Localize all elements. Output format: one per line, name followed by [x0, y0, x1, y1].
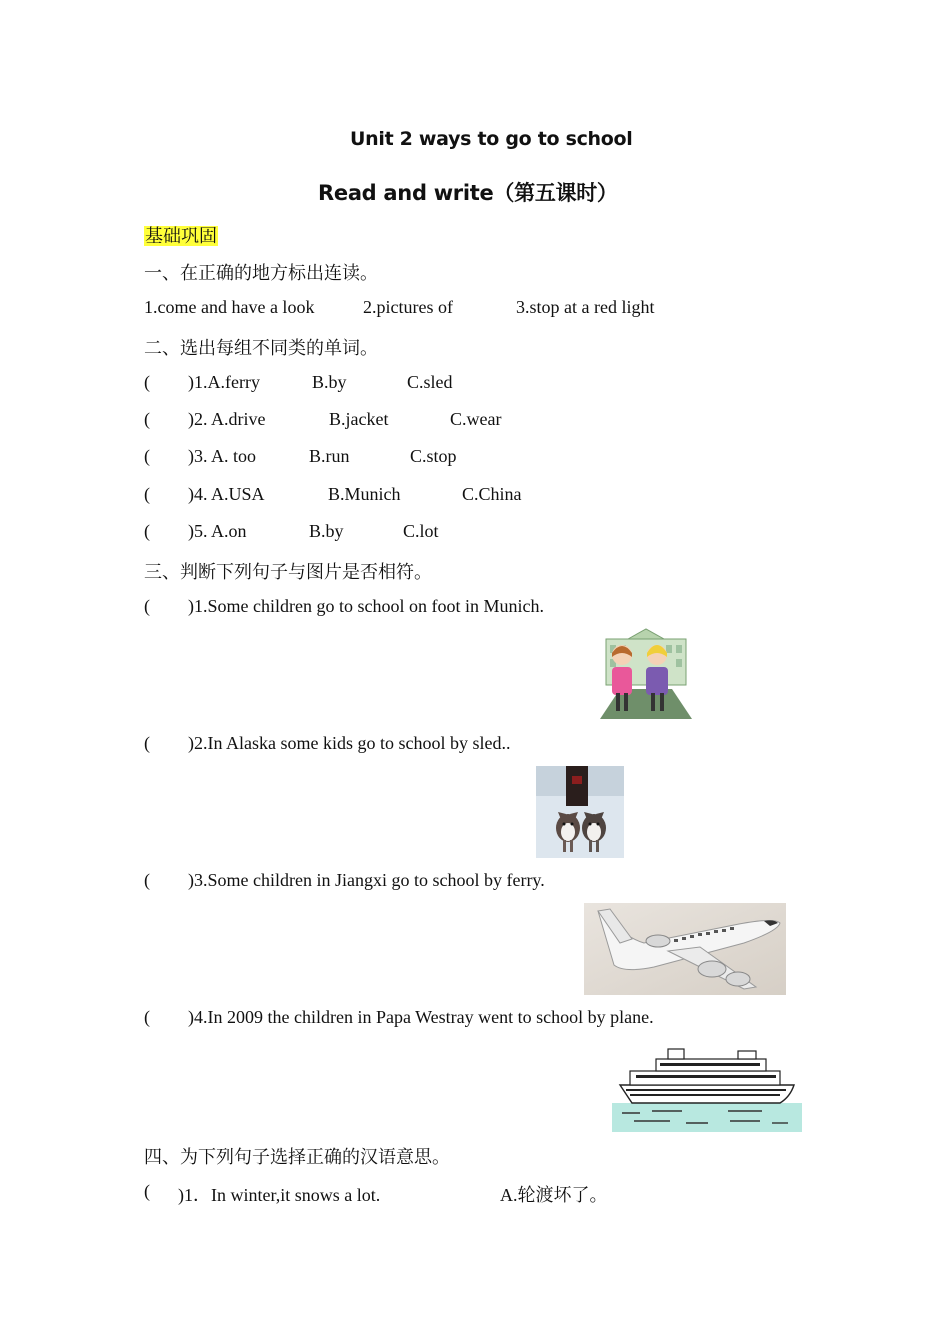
- question-option-a: )2. A.drive: [188, 409, 266, 429]
- section1-item-1: 1.come and have a look: [144, 297, 315, 317]
- question-text: )2.In Alaska some kids go to school by sled..: [188, 733, 511, 753]
- question-option-c: C.stop: [410, 446, 457, 466]
- answer-paren: (: [144, 1181, 150, 1201]
- section2-heading: 二、选出每组不同类的单词。: [144, 338, 378, 358]
- answer-paren: (: [144, 409, 150, 429]
- section4-heading: 四、为下列句子选择正确的汉语意思。: [144, 1147, 450, 1167]
- question-option-b: B.Munich: [328, 484, 401, 504]
- answer-paren: (: [144, 484, 150, 504]
- question-option-c: C.wear: [450, 409, 502, 429]
- question-text: )3.Some children in Jiangxi go to school by ferry.: [188, 870, 545, 890]
- answer-paren: (: [144, 596, 150, 616]
- question-option-c: C.sled: [407, 372, 453, 392]
- question-option-a: )3. A. too: [188, 446, 257, 466]
- question-text: )4.In 2009 the children in Papa Westray went to school by plane.: [188, 1007, 654, 1027]
- question-option-b: B.by: [312, 372, 347, 392]
- section-tag-label: 基础巩固: [145, 226, 217, 246]
- section1-item-3: 3.stop at a red light: [516, 297, 655, 317]
- section3-heading: 三、判断下列句子与图片是否相符。: [144, 562, 432, 582]
- airplane-picture: [584, 903, 786, 995]
- dog-sled-picture: [536, 766, 624, 858]
- question-option-a: )1.A.ferry: [188, 372, 260, 392]
- section1-heading: 一、在正确的地方标出连读。: [144, 263, 378, 283]
- question-option-b: B.run: [309, 446, 350, 466]
- question-option-a: )4. A.USA: [188, 484, 265, 504]
- section1-item-2: 2.pictures of: [363, 297, 453, 317]
- answer-paren: (: [144, 733, 150, 753]
- section-tag: [144, 222, 218, 248]
- page-subtitle: Read and write（第五课时）: [318, 181, 618, 205]
- answer-paren: (: [144, 521, 150, 541]
- question-option-a: )5. A.on: [188, 521, 247, 541]
- question-text: )1．In winter,it snows a lot.: [178, 1185, 381, 1205]
- kids-walking-picture: [600, 627, 692, 719]
- question-text: )1.Some children go to school on foot in Munich.: [188, 596, 544, 616]
- question-option-c: C.lot: [403, 521, 439, 541]
- page-title: Unit 2 ways to go to school: [350, 128, 633, 150]
- question-option-b: B.by: [309, 521, 344, 541]
- answer-paren: (: [144, 446, 150, 466]
- answer-paren: (: [144, 1007, 150, 1027]
- answer-paren: (: [144, 870, 150, 890]
- answer-paren: (: [144, 372, 150, 392]
- ferry-picture: [612, 1041, 802, 1132]
- answer-option: A.轮渡坏了。: [500, 1185, 608, 1205]
- question-option-b: B.jacket: [329, 409, 389, 429]
- question-option-c: C.China: [462, 484, 522, 504]
